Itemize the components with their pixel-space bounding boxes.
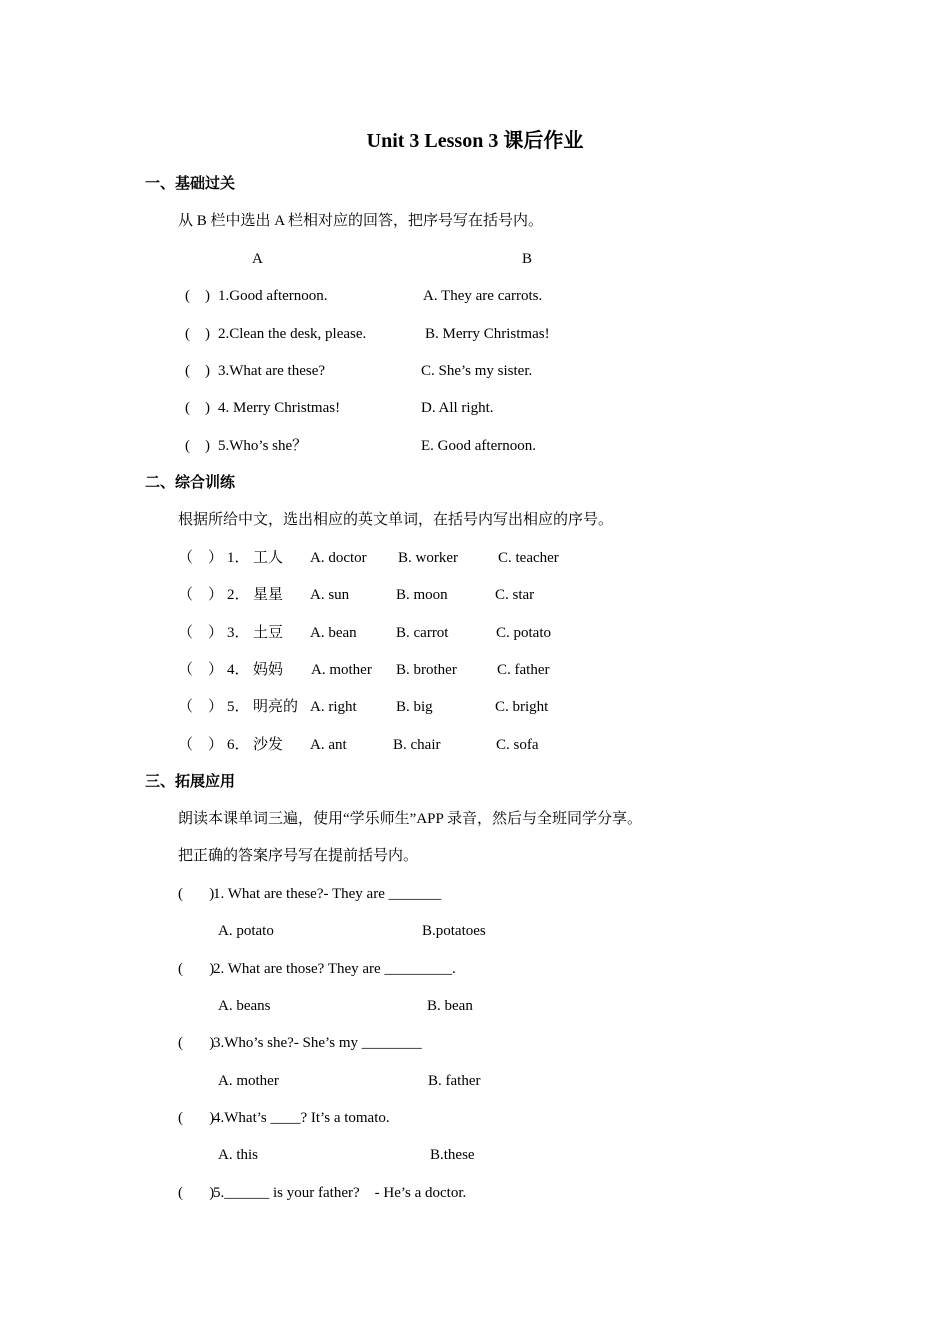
answer-bracket[interactable]: ( ) [185,363,210,379]
answer-bracket[interactable]: ( ) [178,1110,215,1126]
item-number: 4． [227,662,250,678]
instruction-text: 把正确的答案序号写在提前括号内。 [178,848,419,864]
option-b: B. chair [393,737,441,753]
option-b: B. brother [396,662,457,678]
instruction-text: 朗读本课单词三遍，使用“学乐师生”APP 录音，然后与全班同学分享。 [178,811,643,827]
question-text: 2. What are those? They are _________. [213,961,456,977]
option-a: A. sun [310,587,350,603]
chinese-word: 土豆 [253,625,284,641]
column-b-label: B [522,251,533,267]
option-c: C. star [495,587,535,603]
question-text: 2.Clean the desk, please. [218,326,367,342]
question-text: 3.Who’s she?- She’s my ________ [213,1035,422,1051]
option-text: E. Good afternoon. [421,438,536,454]
option-a: A. right [310,699,357,715]
option-b: B. moon [396,587,448,603]
question-text: 1.Good afternoon. [218,288,328,304]
option-c: C. potato [496,625,551,641]
section-heading: 三、拓展应用 [145,774,236,790]
item-number: 1． [227,550,250,566]
option-b: B. worker [398,550,458,566]
chinese-word: 明亮的 [253,699,299,715]
answer-bracket[interactable]: ( ) [178,1185,215,1201]
answer-bracket[interactable]: （ ） [178,550,224,566]
answer-bracket[interactable]: ( ) [185,438,210,454]
answer-bracket[interactable]: ( ) [185,288,210,304]
option-a: A. ant [310,737,347,753]
option-a: A. beans [218,998,271,1014]
column-a-label: A [252,251,263,267]
answer-bracket[interactable]: （ ） [178,662,224,678]
item-number: 2． [227,587,250,603]
option-a: A. potato [218,923,274,939]
item-number: 5． [227,699,250,715]
option-text: C. She’s my sister. [421,363,533,379]
option-b: B. big [396,699,433,715]
item-number: 6． [227,737,250,753]
section-heading: 一、基础过关 [145,176,236,192]
answer-bracket[interactable]: （ ） [178,737,224,753]
option-text: A. They are carrots. [423,288,543,304]
option-c: C. sofa [496,737,539,753]
answer-bracket[interactable]: （ ） [178,699,224,715]
option-b: B. bean [427,998,473,1014]
option-a: A. this [218,1147,259,1163]
page-title: Unit 3 Lesson 3 课后作业 [366,130,584,152]
chinese-word: 星星 [253,587,284,603]
option-b: B.these [430,1147,475,1163]
option-a: A. doctor [310,550,367,566]
option-b: B.potatoes [422,923,486,939]
answer-bracket[interactable]: ( ) [185,400,210,416]
instruction-text: 根据所给中文，选出相应的英文单词，在括号内写出相应的序号。 [178,512,614,528]
chinese-word: 妈妈 [253,662,284,678]
question-text: 5.______ is your father? - He’s a doctor. [213,1185,467,1201]
option-a: A. mother [311,662,372,678]
option-b: B. carrot [396,625,449,641]
answer-bracket[interactable]: ( ) [178,886,215,902]
chinese-word: 沙发 [253,737,284,753]
option-c: C. father [497,662,550,678]
question-text: 4. Merry Christmas! [218,400,341,416]
question-text: 4.What’s ____? It’s a tomato. [213,1110,390,1126]
answer-bracket[interactable]: ( ) [178,1035,215,1051]
instruction-text: 从 B 栏中选出 A 栏相对应的回答，把序号写在括号内。 [178,213,544,229]
question-text: 5.Who’s she？ [218,438,308,454]
answer-bracket[interactable]: （ ） [178,625,224,641]
option-text: D. All right. [421,400,494,416]
option-b: B. father [428,1073,481,1089]
option-text: B. Merry Christmas! [425,326,550,342]
option-c: C. bright [495,699,549,715]
answer-bracket[interactable]: ( ) [185,326,210,342]
option-a: A. mother [218,1073,279,1089]
answer-bracket[interactable]: ( ) [178,961,215,977]
item-number: 3． [227,625,250,641]
answer-bracket[interactable]: （ ） [178,587,224,603]
question-text: 1. What are these?- They are _______ [213,886,442,902]
section-heading: 二、综合训练 [145,475,236,491]
option-c: C. teacher [498,550,559,566]
option-a: A. bean [310,625,357,641]
chinese-word: 工人 [253,550,284,566]
question-text: 3.What are these? [218,363,326,379]
